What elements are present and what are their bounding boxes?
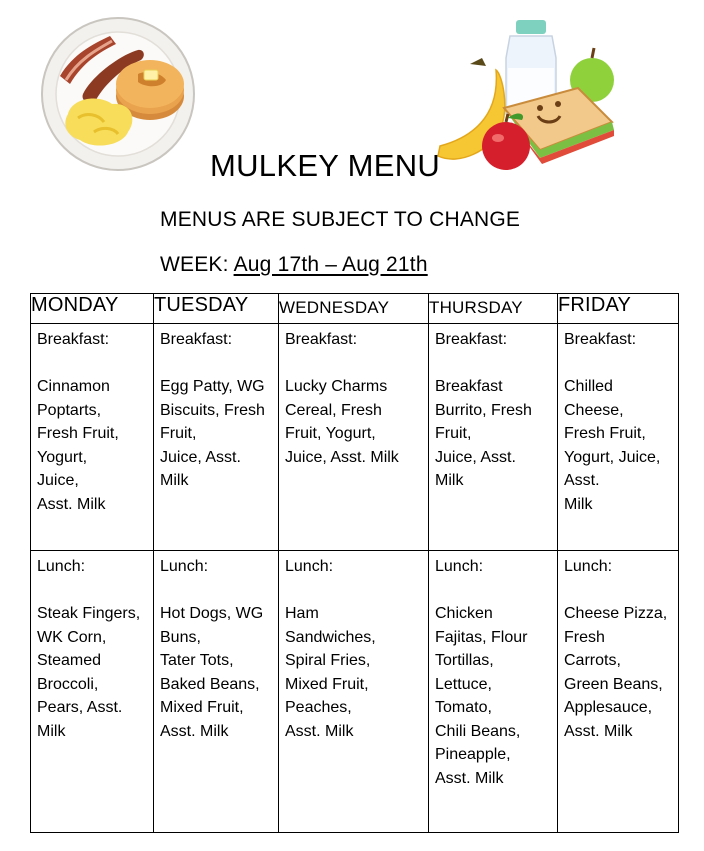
- breakfast-row: [31, 324, 679, 551]
- meal-items: Cinnamon Poptarts, Fresh Fruit, Yogurt, Juice, Asst. Milk: [37, 378, 119, 513]
- meal-label: Lunch:: [37, 558, 86, 575]
- meal-items: Chicken Fajitas, Flour Tortillas, Lettuce, Tomato, Chili Beans, Pineapple, Asst. Milk: [435, 605, 528, 787]
- breakfast-cell: [279, 324, 429, 551]
- breakfast-cell: [558, 324, 679, 551]
- meal-items: Cheese Pizza, Fresh Carrots, Green Beans, Applesauce, Asst. Milk: [564, 605, 668, 740]
- meal-label: Breakfast:: [285, 331, 358, 348]
- lunch-cell: [558, 551, 679, 833]
- lunch-row: [31, 551, 679, 833]
- lunch-cell: [154, 551, 279, 833]
- meal-label: Lunch:: [564, 558, 613, 575]
- meal-items: Steak Fingers, WK Corn, Steamed Broccoli, Pears, Asst. Milk: [37, 605, 141, 740]
- meal-label: Breakfast:: [564, 331, 637, 348]
- meal-items: Hot Dogs, WG Buns, Tater Tots, Baked Beans, Mixed Fruit, Asst. Milk: [160, 605, 264, 740]
- menu-title: MULKEY MENU: [210, 148, 441, 183]
- change-notice: MENUS ARE SUBJECT TO CHANGE: [160, 208, 521, 231]
- lunch-food-icon: [430, 18, 620, 178]
- breakfast-cell: [429, 324, 558, 551]
- meal-label: Lunch:: [285, 558, 334, 575]
- meal-items: Chilled Cheese, Fresh Fruit, Yogurt, Juice, Asst. Milk: [564, 378, 661, 513]
- week-label: WEEK:: [160, 253, 229, 276]
- day-header-row: [31, 294, 679, 324]
- breakfast-cell: [31, 324, 154, 551]
- meal-label: Breakfast:: [37, 331, 110, 348]
- meal-label: Breakfast:: [160, 331, 233, 348]
- day-header: WEDNESDAY: [279, 294, 429, 324]
- lunch-cell: [31, 551, 154, 833]
- meal-items: Lucky Charms Cereal, Fresh Fruit, Yogurt, Juice, Asst. Milk: [285, 378, 399, 466]
- meal-label: Lunch:: [435, 558, 484, 575]
- week-range: Aug 17th – Aug 21th: [233, 253, 428, 276]
- breakfast-cell: [154, 324, 279, 551]
- lunch-cell: [279, 551, 429, 833]
- meal-label: Breakfast:: [435, 331, 508, 348]
- meal-items: Breakfast Burrito, Fresh Fruit, Juice, Asst. Milk: [435, 378, 532, 489]
- day-header: MONDAY: [31, 294, 154, 324]
- meal-label: Lunch:: [160, 558, 209, 575]
- day-header: THURSDAY: [429, 294, 558, 324]
- weekly-menu-table: [30, 293, 679, 833]
- meal-items: Ham Sandwiches, Spiral Fries, Mixed Fruit, Peaches, Asst. Milk: [285, 605, 376, 740]
- meal-items: Egg Patty, WG Biscuits, Fresh Fruit, Juice, Asst. Milk: [160, 378, 265, 489]
- breakfast-plate-icon: [38, 14, 198, 174]
- day-header: TUESDAY: [154, 294, 279, 324]
- lunch-cell: [429, 551, 558, 833]
- day-header: FRIDAY: [558, 294, 679, 324]
- week-line: [160, 253, 428, 277]
